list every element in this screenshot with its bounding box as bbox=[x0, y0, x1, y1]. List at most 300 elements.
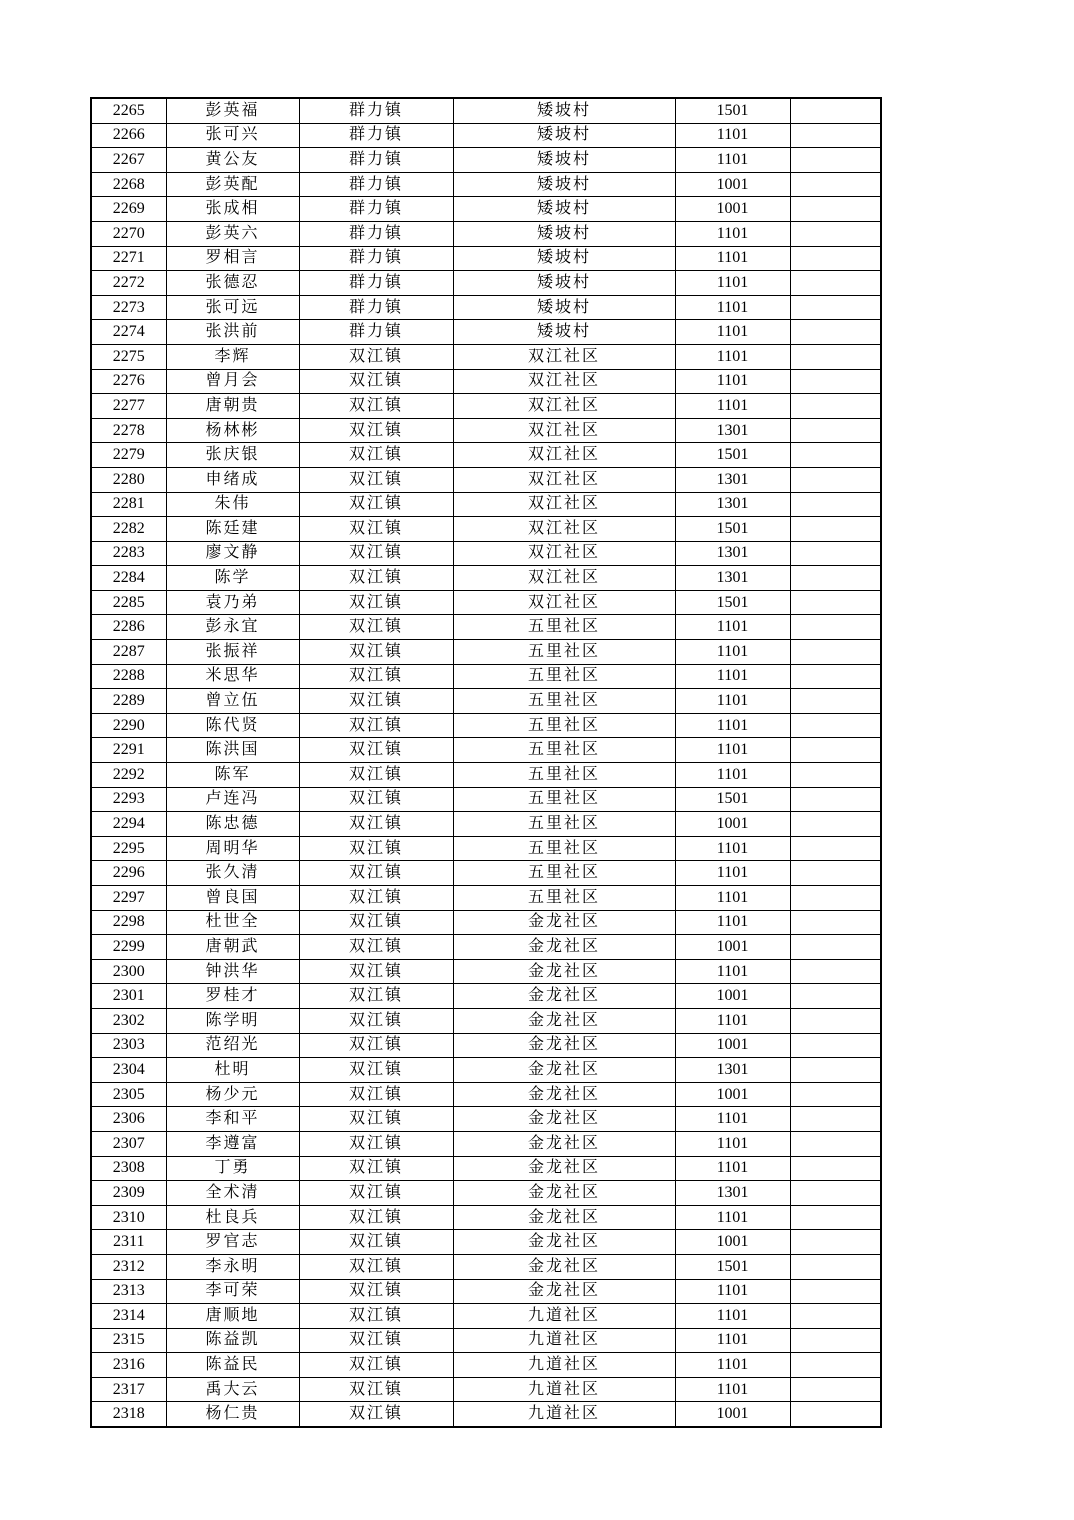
remark-cell bbox=[790, 98, 881, 123]
amount-cell: 1301 bbox=[675, 1058, 790, 1083]
amount-cell: 1101 bbox=[675, 295, 790, 320]
village-cell: 矮坡村 bbox=[453, 148, 675, 173]
name-cell: 李遵富 bbox=[166, 1131, 299, 1156]
village-cell: 金龙社区 bbox=[453, 1033, 675, 1058]
name-cell: 陈学 bbox=[166, 566, 299, 591]
village-cell: 矮坡村 bbox=[453, 221, 675, 246]
row-number-cell: 2302 bbox=[91, 1008, 166, 1033]
remark-cell bbox=[790, 295, 881, 320]
table-row bbox=[91, 959, 881, 984]
town-cell: 双江镇 bbox=[299, 1107, 453, 1132]
row-number-cell: 2286 bbox=[91, 615, 166, 640]
town-cell: 双江镇 bbox=[299, 910, 453, 935]
name-cell: 禹大云 bbox=[166, 1377, 299, 1402]
table-row bbox=[91, 812, 881, 837]
amount-cell: 1301 bbox=[675, 1181, 790, 1206]
row-number-cell: 2276 bbox=[91, 369, 166, 394]
village-cell: 五里社区 bbox=[453, 763, 675, 788]
town-cell: 双江镇 bbox=[299, 615, 453, 640]
town-cell: 双江镇 bbox=[299, 1082, 453, 1107]
amount-cell: 1101 bbox=[675, 1328, 790, 1353]
row-number-cell: 2271 bbox=[91, 246, 166, 271]
row-number-cell: 2274 bbox=[91, 320, 166, 345]
village-cell: 双江社区 bbox=[453, 467, 675, 492]
table-row bbox=[91, 443, 881, 468]
remark-cell bbox=[790, 566, 881, 591]
town-cell: 双江镇 bbox=[299, 1008, 453, 1033]
name-cell: 曾良国 bbox=[166, 886, 299, 911]
village-cell: 五里社区 bbox=[453, 787, 675, 812]
remark-cell bbox=[790, 1058, 881, 1083]
village-cell: 五里社区 bbox=[453, 664, 675, 689]
row-number-cell: 2285 bbox=[91, 590, 166, 615]
row-number-cell: 2283 bbox=[91, 541, 166, 566]
town-cell: 双江镇 bbox=[299, 738, 453, 763]
name-cell: 张洪前 bbox=[166, 320, 299, 345]
amount-cell: 1101 bbox=[675, 271, 790, 296]
village-cell: 双江社区 bbox=[453, 541, 675, 566]
town-cell: 双江镇 bbox=[299, 886, 453, 911]
amount-cell: 1101 bbox=[675, 615, 790, 640]
name-cell: 杨仁贵 bbox=[166, 1402, 299, 1427]
document-page bbox=[90, 97, 880, 1428]
town-cell: 双江镇 bbox=[299, 861, 453, 886]
village-cell: 五里社区 bbox=[453, 886, 675, 911]
amount-cell: 1001 bbox=[675, 197, 790, 222]
table-row bbox=[91, 1254, 881, 1279]
remark-cell bbox=[790, 1008, 881, 1033]
remark-cell bbox=[790, 369, 881, 394]
name-cell: 陈忠德 bbox=[166, 812, 299, 837]
name-cell: 卢连冯 bbox=[166, 787, 299, 812]
row-number-cell: 2296 bbox=[91, 861, 166, 886]
town-cell: 双江镇 bbox=[299, 1181, 453, 1206]
remark-cell bbox=[790, 1304, 881, 1329]
amount-cell: 1001 bbox=[675, 984, 790, 1009]
amount-cell: 1501 bbox=[675, 443, 790, 468]
name-cell: 张可远 bbox=[166, 295, 299, 320]
amount-cell: 1001 bbox=[675, 935, 790, 960]
town-cell: 双江镇 bbox=[299, 1205, 453, 1230]
remark-cell bbox=[790, 517, 881, 542]
table-row bbox=[91, 886, 881, 911]
amount-cell: 1001 bbox=[675, 1402, 790, 1427]
name-cell: 曾月会 bbox=[166, 369, 299, 394]
remark-cell bbox=[790, 344, 881, 369]
town-cell: 双江镇 bbox=[299, 812, 453, 837]
table-row bbox=[91, 689, 881, 714]
remark-cell bbox=[790, 492, 881, 517]
table-row bbox=[91, 172, 881, 197]
remark-cell bbox=[790, 221, 881, 246]
remark-cell bbox=[790, 320, 881, 345]
name-cell: 张可兴 bbox=[166, 123, 299, 148]
row-number-cell: 2291 bbox=[91, 738, 166, 763]
table-row bbox=[91, 935, 881, 960]
remark-cell bbox=[790, 590, 881, 615]
row-number-cell: 2293 bbox=[91, 787, 166, 812]
name-cell: 张振祥 bbox=[166, 640, 299, 665]
amount-cell: 1501 bbox=[675, 590, 790, 615]
table-row bbox=[91, 221, 881, 246]
row-number-cell: 2301 bbox=[91, 984, 166, 1009]
remark-cell bbox=[790, 148, 881, 173]
amount-cell: 1101 bbox=[675, 1205, 790, 1230]
amount-cell: 1101 bbox=[675, 221, 790, 246]
town-cell: 双江镇 bbox=[299, 664, 453, 689]
village-cell: 矮坡村 bbox=[453, 271, 675, 296]
village-cell: 矮坡村 bbox=[453, 320, 675, 345]
name-cell: 李辉 bbox=[166, 344, 299, 369]
row-number-cell: 2265 bbox=[91, 98, 166, 123]
amount-cell: 1101 bbox=[675, 246, 790, 271]
town-cell: 双江镇 bbox=[299, 689, 453, 714]
table-row bbox=[91, 1304, 881, 1329]
remark-cell bbox=[790, 467, 881, 492]
village-cell: 矮坡村 bbox=[453, 197, 675, 222]
remark-cell bbox=[790, 861, 881, 886]
table-row bbox=[91, 738, 881, 763]
amount-cell: 1101 bbox=[675, 1107, 790, 1132]
table-row bbox=[91, 1156, 881, 1181]
row-number-cell: 2303 bbox=[91, 1033, 166, 1058]
table-row bbox=[91, 98, 881, 123]
remark-cell bbox=[790, 197, 881, 222]
name-cell: 杜明 bbox=[166, 1058, 299, 1083]
table-row bbox=[91, 148, 881, 173]
table-row bbox=[91, 418, 881, 443]
amount-cell: 1101 bbox=[675, 713, 790, 738]
name-cell: 张成相 bbox=[166, 197, 299, 222]
town-cell: 双江镇 bbox=[299, 517, 453, 542]
village-cell: 五里社区 bbox=[453, 615, 675, 640]
amount-cell: 1301 bbox=[675, 566, 790, 591]
village-cell: 金龙社区 bbox=[453, 910, 675, 935]
amount-cell: 1101 bbox=[675, 689, 790, 714]
amount-cell: 1101 bbox=[675, 861, 790, 886]
town-cell: 双江镇 bbox=[299, 566, 453, 591]
town-cell: 双江镇 bbox=[299, 1304, 453, 1329]
remark-cell bbox=[790, 959, 881, 984]
amount-cell: 1101 bbox=[675, 640, 790, 665]
amount-cell: 1101 bbox=[675, 836, 790, 861]
table-row bbox=[91, 517, 881, 542]
row-number-cell: 2307 bbox=[91, 1131, 166, 1156]
name-cell: 彭英配 bbox=[166, 172, 299, 197]
row-number-cell: 2300 bbox=[91, 959, 166, 984]
town-cell: 双江镇 bbox=[299, 1058, 453, 1083]
village-cell: 双江社区 bbox=[453, 590, 675, 615]
village-cell: 金龙社区 bbox=[453, 1058, 675, 1083]
row-number-cell: 2270 bbox=[91, 221, 166, 246]
table-row bbox=[91, 344, 881, 369]
town-cell: 双江镇 bbox=[299, 590, 453, 615]
row-number-cell: 2306 bbox=[91, 1107, 166, 1132]
town-cell: 双江镇 bbox=[299, 640, 453, 665]
remark-cell bbox=[790, 1082, 881, 1107]
village-cell: 金龙社区 bbox=[453, 1181, 675, 1206]
row-number-cell: 2272 bbox=[91, 271, 166, 296]
row-number-cell: 2289 bbox=[91, 689, 166, 714]
village-cell: 矮坡村 bbox=[453, 172, 675, 197]
village-cell: 双江社区 bbox=[453, 369, 675, 394]
name-cell: 陈学明 bbox=[166, 1008, 299, 1033]
amount-cell: 1501 bbox=[675, 787, 790, 812]
town-cell: 双江镇 bbox=[299, 763, 453, 788]
remark-cell bbox=[790, 1377, 881, 1402]
table-row bbox=[91, 1328, 881, 1353]
town-cell: 双江镇 bbox=[299, 984, 453, 1009]
remark-cell bbox=[790, 1279, 881, 1304]
remark-cell bbox=[790, 394, 881, 419]
town-cell: 双江镇 bbox=[299, 492, 453, 517]
remark-cell bbox=[790, 836, 881, 861]
amount-cell: 1001 bbox=[675, 1230, 790, 1255]
town-cell: 双江镇 bbox=[299, 467, 453, 492]
town-cell: 双江镇 bbox=[299, 394, 453, 419]
remark-cell bbox=[790, 1033, 881, 1058]
amount-cell: 1101 bbox=[675, 959, 790, 984]
name-cell: 唐顺地 bbox=[166, 1304, 299, 1329]
town-cell: 双江镇 bbox=[299, 344, 453, 369]
name-cell: 全术清 bbox=[166, 1181, 299, 1206]
table-row bbox=[91, 1353, 881, 1378]
town-cell: 双江镇 bbox=[299, 369, 453, 394]
name-cell: 李可荣 bbox=[166, 1279, 299, 1304]
village-cell: 双江社区 bbox=[453, 443, 675, 468]
village-cell: 九道社区 bbox=[453, 1328, 675, 1353]
name-cell: 张德忍 bbox=[166, 271, 299, 296]
town-cell: 双江镇 bbox=[299, 541, 453, 566]
village-cell: 五里社区 bbox=[453, 861, 675, 886]
name-cell: 彭英六 bbox=[166, 221, 299, 246]
remark-cell bbox=[790, 640, 881, 665]
row-number-cell: 2309 bbox=[91, 1181, 166, 1206]
name-cell: 陈洪国 bbox=[166, 738, 299, 763]
remark-cell bbox=[790, 910, 881, 935]
row-number-cell: 2299 bbox=[91, 935, 166, 960]
village-cell: 金龙社区 bbox=[453, 1254, 675, 1279]
amount-cell: 1101 bbox=[675, 1377, 790, 1402]
amount-cell: 1101 bbox=[675, 664, 790, 689]
remark-cell bbox=[790, 763, 881, 788]
row-number-cell: 2311 bbox=[91, 1230, 166, 1255]
name-cell: 罗桂才 bbox=[166, 984, 299, 1009]
village-cell: 矮坡村 bbox=[453, 295, 675, 320]
amount-cell: 1101 bbox=[675, 910, 790, 935]
table-row bbox=[91, 984, 881, 1009]
name-cell: 申绪成 bbox=[166, 467, 299, 492]
table-row bbox=[91, 1181, 881, 1206]
name-cell: 朱伟 bbox=[166, 492, 299, 517]
amount-cell: 1301 bbox=[675, 467, 790, 492]
amount-cell: 1101 bbox=[675, 1304, 790, 1329]
village-cell: 金龙社区 bbox=[453, 1131, 675, 1156]
amount-cell: 1001 bbox=[675, 812, 790, 837]
row-number-cell: 2268 bbox=[91, 172, 166, 197]
remark-cell bbox=[790, 1131, 881, 1156]
name-cell: 彭英福 bbox=[166, 98, 299, 123]
table-row bbox=[91, 320, 881, 345]
row-number-cell: 2280 bbox=[91, 467, 166, 492]
town-cell: 群力镇 bbox=[299, 246, 453, 271]
row-number-cell: 2273 bbox=[91, 295, 166, 320]
remark-cell bbox=[790, 1230, 881, 1255]
table-row bbox=[91, 295, 881, 320]
village-cell: 金龙社区 bbox=[453, 935, 675, 960]
town-cell: 群力镇 bbox=[299, 295, 453, 320]
table-row bbox=[91, 910, 881, 935]
name-cell: 黄公友 bbox=[166, 148, 299, 173]
town-cell: 双江镇 bbox=[299, 1402, 453, 1427]
row-number-cell: 2292 bbox=[91, 763, 166, 788]
table-row bbox=[91, 1205, 881, 1230]
amount-cell: 1501 bbox=[675, 1254, 790, 1279]
table-row bbox=[91, 492, 881, 517]
town-cell: 双江镇 bbox=[299, 1279, 453, 1304]
table-row bbox=[91, 467, 881, 492]
village-cell: 金龙社区 bbox=[453, 1107, 675, 1132]
name-cell: 杨林彬 bbox=[166, 418, 299, 443]
remark-cell bbox=[790, 418, 881, 443]
remark-cell bbox=[790, 713, 881, 738]
remark-cell bbox=[790, 1205, 881, 1230]
town-cell: 群力镇 bbox=[299, 221, 453, 246]
amount-cell: 1101 bbox=[675, 1279, 790, 1304]
table-row bbox=[91, 836, 881, 861]
row-number-cell: 2317 bbox=[91, 1377, 166, 1402]
remark-cell bbox=[790, 935, 881, 960]
village-cell: 金龙社区 bbox=[453, 1205, 675, 1230]
town-cell: 双江镇 bbox=[299, 713, 453, 738]
village-cell: 双江社区 bbox=[453, 344, 675, 369]
name-cell: 陈益民 bbox=[166, 1353, 299, 1378]
row-number-cell: 2278 bbox=[91, 418, 166, 443]
town-cell: 双江镇 bbox=[299, 787, 453, 812]
remark-cell bbox=[790, 1107, 881, 1132]
remark-cell bbox=[790, 1254, 881, 1279]
amount-cell: 1101 bbox=[675, 394, 790, 419]
name-cell: 唐朝武 bbox=[166, 935, 299, 960]
name-cell: 彭永宜 bbox=[166, 615, 299, 640]
amount-cell: 1101 bbox=[675, 1156, 790, 1181]
row-number-cell: 2267 bbox=[91, 148, 166, 173]
remark-cell bbox=[790, 886, 881, 911]
village-cell: 金龙社区 bbox=[453, 1230, 675, 1255]
amount-cell: 1001 bbox=[675, 1082, 790, 1107]
remark-cell bbox=[790, 787, 881, 812]
amount-cell: 1101 bbox=[675, 369, 790, 394]
town-cell: 群力镇 bbox=[299, 123, 453, 148]
remark-cell bbox=[790, 172, 881, 197]
village-cell: 矮坡村 bbox=[453, 98, 675, 123]
table-row bbox=[91, 197, 881, 222]
village-cell: 五里社区 bbox=[453, 713, 675, 738]
amount-cell: 1101 bbox=[675, 1353, 790, 1378]
amount-cell: 1101 bbox=[675, 148, 790, 173]
remark-cell bbox=[790, 541, 881, 566]
table-row bbox=[91, 1279, 881, 1304]
table-row bbox=[91, 1402, 881, 1427]
table-row bbox=[91, 615, 881, 640]
amount-cell: 1501 bbox=[675, 98, 790, 123]
table-row bbox=[91, 123, 881, 148]
remark-cell bbox=[790, 984, 881, 1009]
roster-table-body bbox=[91, 98, 881, 1427]
row-number-cell: 2287 bbox=[91, 640, 166, 665]
amount-cell: 1301 bbox=[675, 541, 790, 566]
row-number-cell: 2316 bbox=[91, 1353, 166, 1378]
village-cell: 金龙社区 bbox=[453, 1156, 675, 1181]
village-cell: 金龙社区 bbox=[453, 984, 675, 1009]
remark-cell bbox=[790, 123, 881, 148]
village-cell: 九道社区 bbox=[453, 1304, 675, 1329]
village-cell: 双江社区 bbox=[453, 418, 675, 443]
amount-cell: 1101 bbox=[675, 1131, 790, 1156]
row-number-cell: 2313 bbox=[91, 1279, 166, 1304]
row-number-cell: 2266 bbox=[91, 123, 166, 148]
village-cell: 金龙社区 bbox=[453, 1008, 675, 1033]
remark-cell bbox=[790, 246, 881, 271]
town-cell: 群力镇 bbox=[299, 320, 453, 345]
amount-cell: 1001 bbox=[675, 172, 790, 197]
table-row bbox=[91, 1107, 881, 1132]
amount-cell: 1501 bbox=[675, 517, 790, 542]
row-number-cell: 2269 bbox=[91, 197, 166, 222]
table-row bbox=[91, 640, 881, 665]
amount-cell: 1001 bbox=[675, 1033, 790, 1058]
remark-cell bbox=[790, 443, 881, 468]
town-cell: 群力镇 bbox=[299, 172, 453, 197]
name-cell: 李永明 bbox=[166, 1254, 299, 1279]
row-number-cell: 2279 bbox=[91, 443, 166, 468]
town-cell: 双江镇 bbox=[299, 1353, 453, 1378]
table-row bbox=[91, 541, 881, 566]
name-cell: 陈代贤 bbox=[166, 713, 299, 738]
amount-cell: 1101 bbox=[675, 886, 790, 911]
town-cell: 双江镇 bbox=[299, 935, 453, 960]
row-number-cell: 2310 bbox=[91, 1205, 166, 1230]
name-cell: 丁勇 bbox=[166, 1156, 299, 1181]
name-cell: 罗相言 bbox=[166, 246, 299, 271]
village-cell: 九道社区 bbox=[453, 1377, 675, 1402]
remark-cell bbox=[790, 271, 881, 296]
name-cell: 周明华 bbox=[166, 836, 299, 861]
name-cell: 李和平 bbox=[166, 1107, 299, 1132]
amount-cell: 1301 bbox=[675, 418, 790, 443]
village-cell: 五里社区 bbox=[453, 812, 675, 837]
row-number-cell: 2304 bbox=[91, 1058, 166, 1083]
table-row bbox=[91, 246, 881, 271]
amount-cell: 1101 bbox=[675, 320, 790, 345]
village-cell: 金龙社区 bbox=[453, 1082, 675, 1107]
remark-cell bbox=[790, 738, 881, 763]
town-cell: 双江镇 bbox=[299, 836, 453, 861]
row-number-cell: 2314 bbox=[91, 1304, 166, 1329]
name-cell: 张久清 bbox=[166, 861, 299, 886]
table-row bbox=[91, 861, 881, 886]
name-cell: 钟洪华 bbox=[166, 959, 299, 984]
table-row bbox=[91, 590, 881, 615]
name-cell: 杜世全 bbox=[166, 910, 299, 935]
name-cell: 杨少元 bbox=[166, 1082, 299, 1107]
village-cell: 五里社区 bbox=[453, 836, 675, 861]
town-cell: 群力镇 bbox=[299, 271, 453, 296]
remark-cell bbox=[790, 812, 881, 837]
name-cell: 陈廷建 bbox=[166, 517, 299, 542]
name-cell: 袁乃弟 bbox=[166, 590, 299, 615]
row-number-cell: 2308 bbox=[91, 1156, 166, 1181]
